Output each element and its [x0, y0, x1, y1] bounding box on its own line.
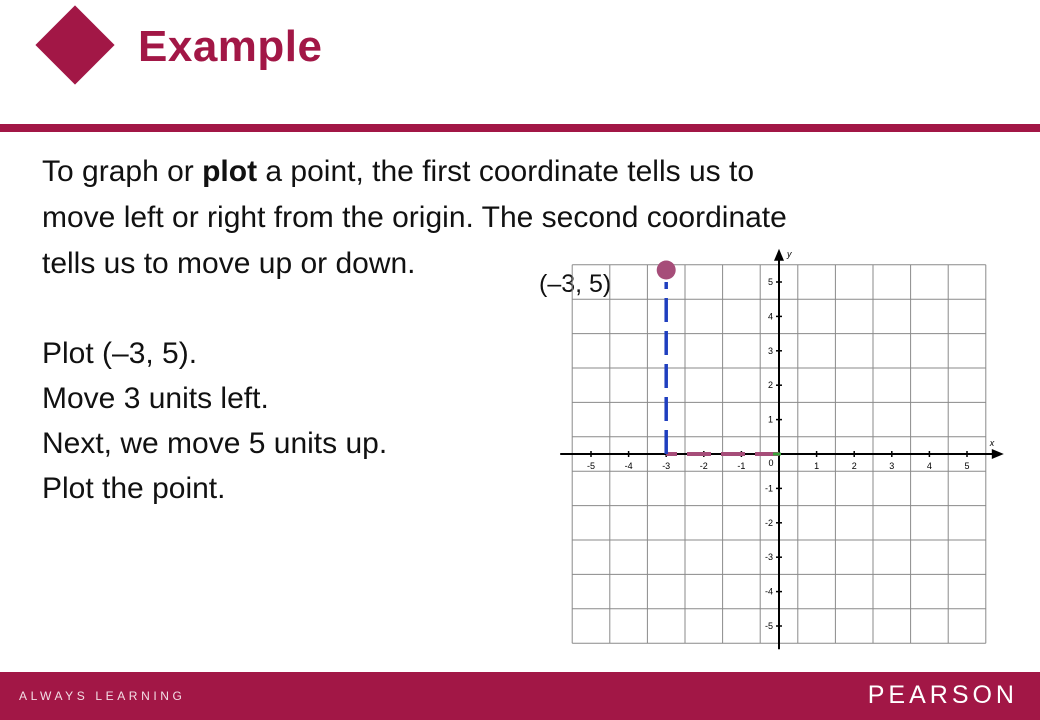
x-tick-label: -5	[586, 461, 596, 471]
y-tick-label: -3	[764, 552, 773, 563]
x-tick-label: 3	[889, 461, 895, 471]
y-axis-arrow-icon	[774, 249, 784, 261]
y-tick-label: 2	[767, 380, 773, 391]
y-tick-label: -1	[764, 483, 773, 494]
x-tick-label: -1	[737, 461, 746, 471]
body-line-1-end: a point, the first coordinate tells us to	[257, 155, 755, 188]
footer-brand: PEARSON	[867, 681, 1018, 709]
x-tick-label: -3	[662, 461, 671, 471]
x-tick-label: 4	[926, 461, 932, 471]
y-tick-label: 3	[767, 345, 773, 356]
body-line-3: tells us to move up or down.	[42, 247, 416, 280]
x-tick-label: 1	[814, 461, 820, 471]
y-tick-label: -5	[764, 621, 773, 631]
step-4: Plot the point.	[42, 472, 226, 505]
plotted-point	[657, 261, 676, 280]
y-tick-label: -2	[764, 517, 773, 528]
y-tick-label: 1	[767, 414, 773, 425]
y-axis-label: y	[787, 248, 792, 259]
x-tick-label: 2	[851, 461, 857, 471]
body-line-1-bold: plot	[202, 155, 258, 188]
x-axis-arrow-icon	[992, 449, 1004, 459]
footer-tagline: ALWAYS LEARNING	[19, 689, 186, 703]
body-line-1-start: To graph or	[42, 155, 203, 188]
y-tick-label: 5	[767, 277, 773, 287]
footer-bar	[0, 672, 1040, 720]
body-line-2: move left or right from the origin. The second coordinate	[42, 201, 787, 234]
x-axis-label: x	[989, 438, 995, 448]
slide-title: Example	[138, 22, 323, 71]
step-3: Next, we move 5 units up.	[42, 427, 388, 460]
origin-label: 0	[768, 458, 774, 468]
y-tick-label: 4	[767, 311, 773, 322]
step-2: Move 3 units left.	[42, 382, 269, 415]
step-1: Plot (–3, 5).	[42, 337, 198, 370]
y-tick-label: -4	[764, 586, 773, 597]
point-label: (–3, 5)	[539, 270, 612, 298]
x-tick-label: -2	[699, 461, 708, 471]
x-tick-label: -4	[624, 461, 633, 471]
x-tick-label: 5	[964, 461, 970, 471]
